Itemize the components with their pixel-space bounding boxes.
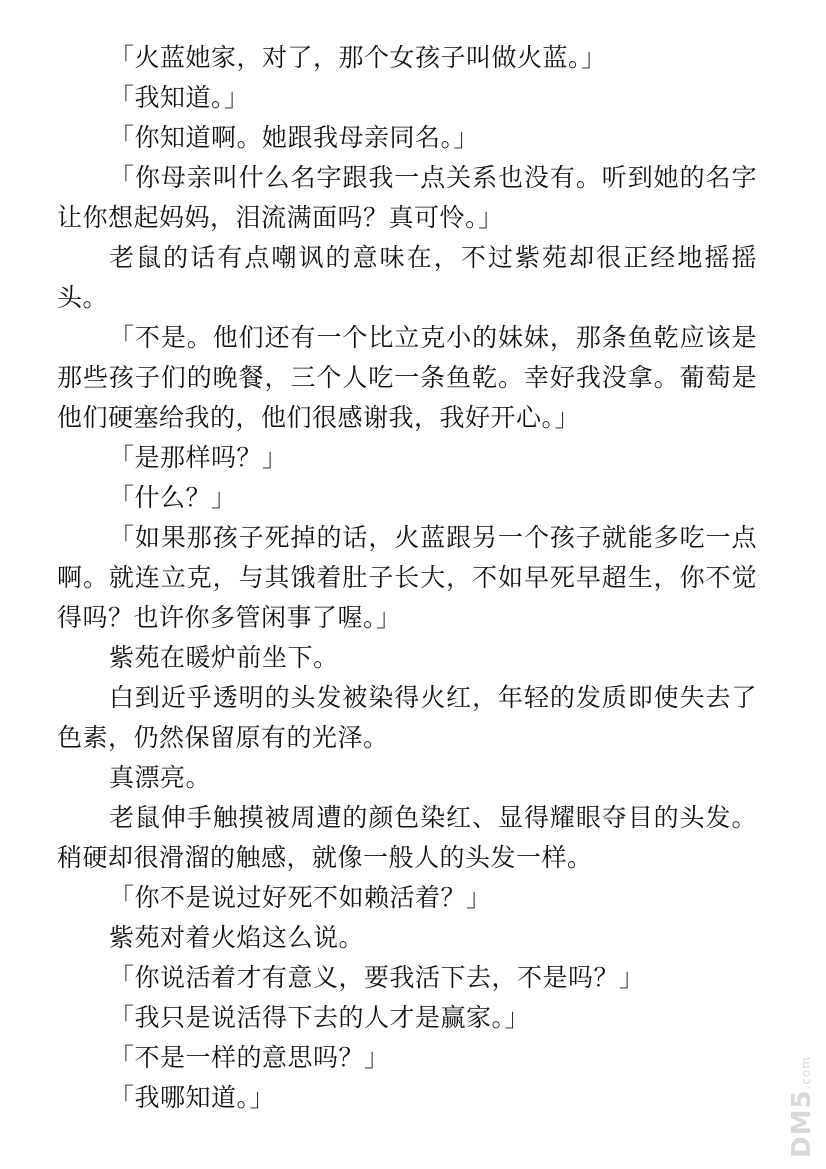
paragraph: 紫苑在暖炉前坐下。: [109, 643, 339, 672]
paragraph: 真漂亮。: [109, 763, 212, 792]
paragraph: 「不是一样的意思吗？」: [109, 1043, 390, 1072]
paragraph: 白到近乎透明的头发被染得火红，年轻的发质即使失去了色素，仍然保留原有的光泽。: [57, 683, 757, 752]
paragraph: 「我知道。」: [109, 83, 250, 112]
paragraph: 「我只是说活得下去的人才是赢家。」: [109, 1003, 531, 1032]
paragraph: 「不是。他们还有一个比立克小的妹妹，那条鱼乾应该是那些孩子们的晚餐，三个人吃一条鱼乾。幸好我没拿。葡萄是他们硬塞给我的，他们很感谢我，我好开心。」: [57, 323, 757, 432]
paragraph: 「火蓝她家，对了，那个女孩子叫做火蓝。」: [109, 43, 607, 72]
paragraph: 「你不是说过好死不如赖活着？」: [109, 883, 492, 912]
paragraph: 「你说活着才有意义，要我活下去，不是吗？」: [109, 963, 645, 992]
watermark-logo: [788, 1054, 816, 1159]
watermark-main: DM5: [787, 1088, 817, 1158]
paragraph: 「什么？」: [109, 483, 237, 512]
paragraph: 老鼠伸手触摸被周遭的颜色染红、显得耀眼夺目的头发。稍硬却很滑溜的触感，就像一般人的头发一样。: [57, 803, 757, 872]
text-body: [57, 38, 757, 1118]
paragraph: 「你母亲叫什么名字跟我一点关系也没有。听到她的名字让你想起妈妈，泪流满面吗？真可怜。」: [57, 163, 757, 232]
paragraph: 老鼠的话有点嘲讽的意味在，不过紫苑却很正经地摇摇头。: [57, 243, 757, 312]
paragraph: 「你知道啊。她跟我母亲同名。」: [109, 123, 480, 152]
watermark-text: [787, 1056, 817, 1158]
paragraph: 「我哪知道。」: [109, 1083, 276, 1112]
watermark-suffix: .com: [799, 1055, 813, 1089]
paragraph: 「是那样吗？」: [109, 443, 288, 472]
paragraph: 「如果那孩子死掉的话，火蓝跟另一个孩子就能多吃一点啊。就连立克，与其饿着肚子长大，不如早死早超生，你不觉得吗？也许你多管闲事了喔。」: [57, 523, 757, 632]
paragraph: 紫苑对着火焰这么说。: [109, 923, 365, 952]
